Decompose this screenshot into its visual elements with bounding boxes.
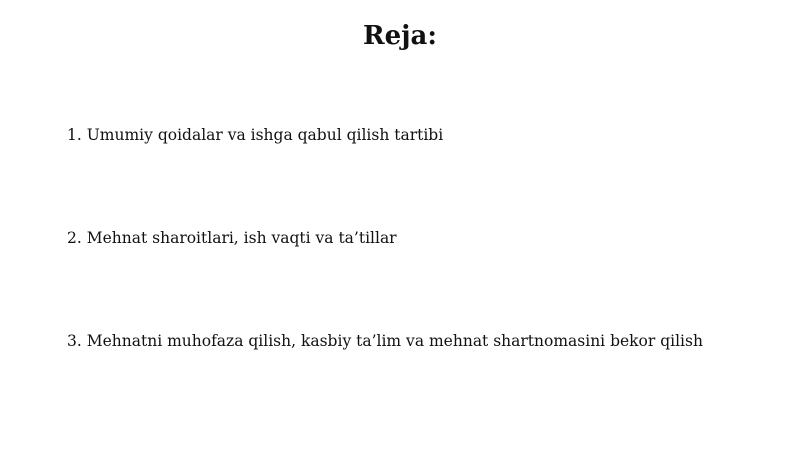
plan-item: [67, 331, 703, 351]
plan-item-text: Mehnat sharoitlari, ish vaqti va ta’tillar: [86, 229, 397, 247]
plan-item: [67, 228, 397, 248]
plan-item-number: 1.: [67, 126, 82, 144]
plan-item-number: 3.: [67, 332, 82, 350]
slide-title: Reja:: [362, 21, 437, 51]
plan-item-text: Mehnatni muhofaza qilish, kasbiy ta’lim va mehnat shartnomasini bekor qilish: [86, 332, 703, 350]
plan-item-text: Umumiy qoidalar va ishga qabul qilish tartibi: [86, 126, 444, 144]
plan-item: [67, 125, 443, 145]
plan-item-number: 2.: [67, 229, 82, 247]
